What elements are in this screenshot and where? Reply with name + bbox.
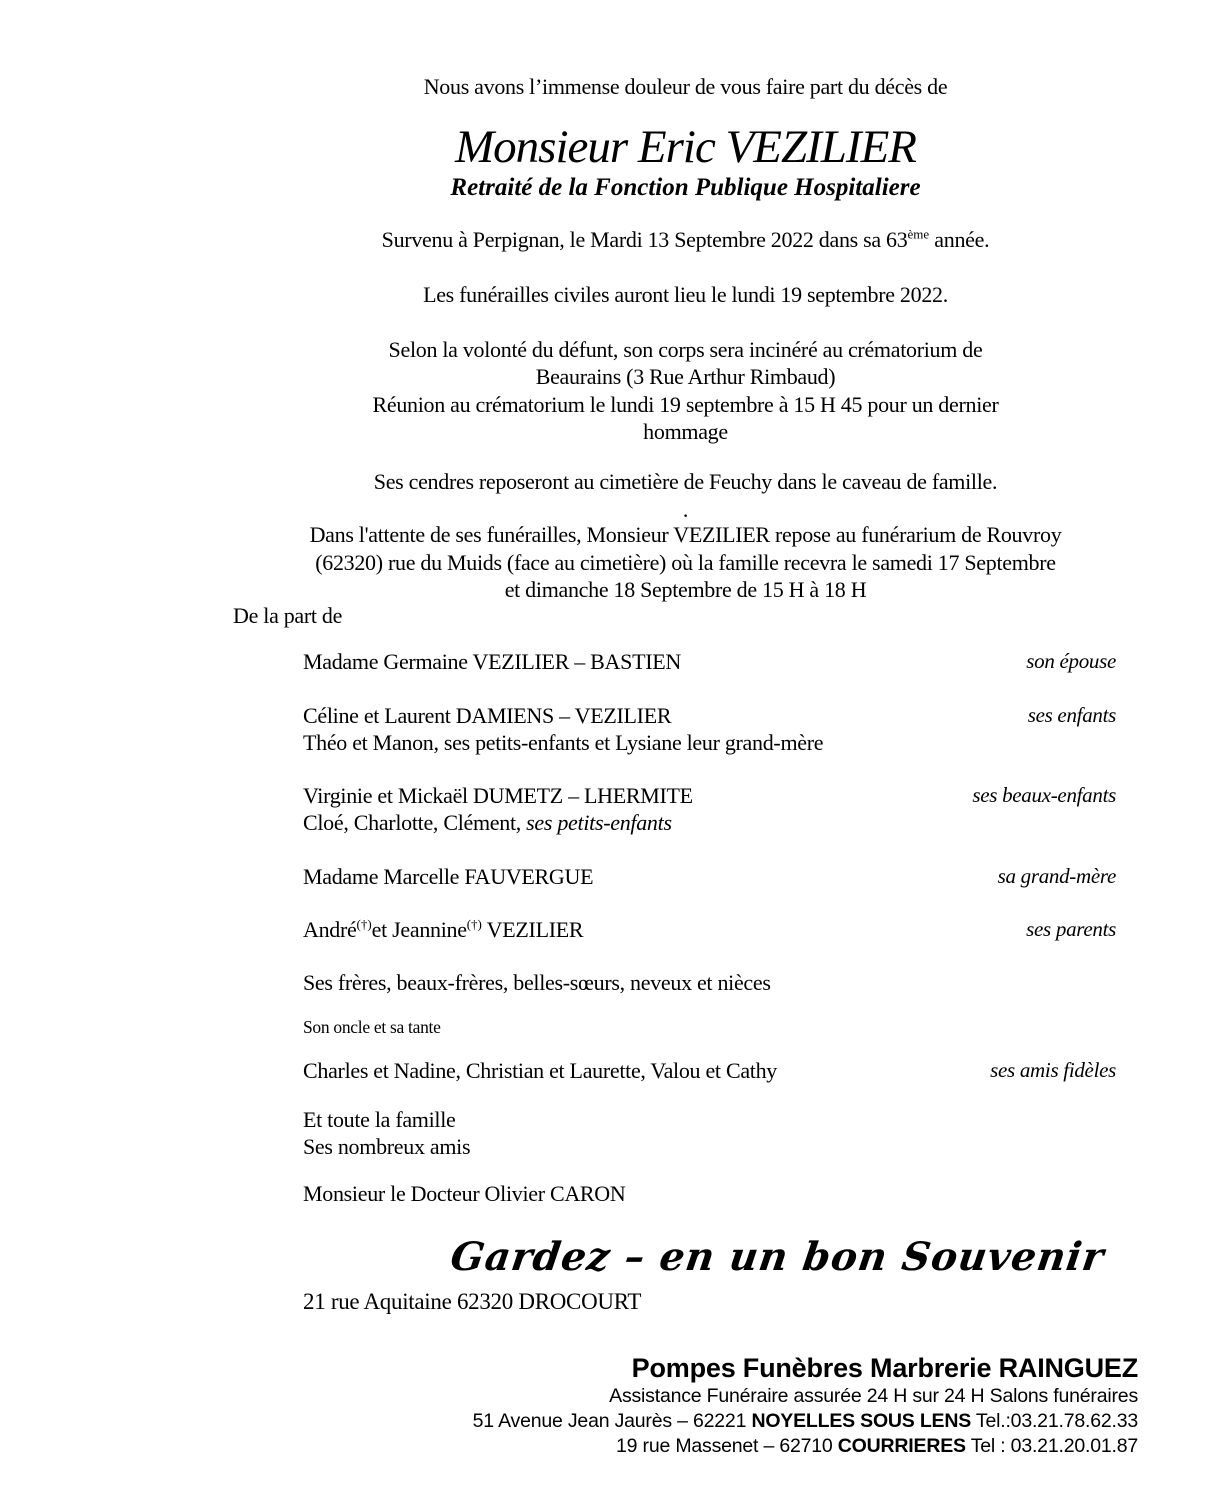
funeral-home-services-line: Assistance Funéraire assurée 24 H sur 24 H Salons funéraires bbox=[609, 1385, 1138, 1407]
family-names: Charles et Nadine, Christian et Laurette, Valou et Cathy bbox=[303, 1058, 777, 1083]
stray-period: . bbox=[682, 497, 689, 522]
funeral-home-address-noyelles bbox=[233, 1409, 1138, 1434]
relation-label: ses parents bbox=[1026, 917, 1116, 941]
family-names: Virginie et Mickaël DUMETZ – LHERMITE bbox=[303, 783, 693, 808]
family-names: Céline et Laurent DAMIENS – VEZILIER bbox=[303, 703, 672, 728]
family-names: Madame Marcelle FAUVERGUE bbox=[303, 864, 594, 889]
relation-label: ses enfants bbox=[1027, 703, 1116, 727]
family-row-uncle-aunt bbox=[233, 1014, 1138, 1041]
family-row-stepchildren bbox=[233, 782, 1138, 836]
de-la-part-de-label: De la part de bbox=[233, 603, 343, 628]
family-row-parents bbox=[233, 916, 1138, 943]
phone-number: Tel : 03.21.20.01.87 bbox=[965, 1435, 1138, 1457]
relation-label: sa grand-mère bbox=[997, 864, 1116, 888]
relation-label: son épouse bbox=[1026, 649, 1116, 673]
parent-name-2: VEZILIER bbox=[481, 917, 584, 942]
cremation-line-4: hommage bbox=[643, 419, 728, 444]
closing-script-text: Gardez – en un bon Souvenir bbox=[447, 1234, 1108, 1280]
deceased-dagger-icon: (†) bbox=[356, 916, 372, 932]
funeral-home-name: Pompes Funèbres Marbrerie RAINGUEZ bbox=[631, 1353, 1138, 1383]
relation-label: ses beaux-enfants bbox=[972, 783, 1116, 807]
family-names: Théo et Manon, ses petits-enfants et Lysiane leur grand-mère bbox=[303, 730, 824, 755]
grandchildren-names: Cloé, Charlotte, Clément, bbox=[303, 810, 527, 835]
death-date-line bbox=[233, 226, 1138, 254]
family-names: Ses nombreux amis bbox=[303, 1134, 471, 1159]
family-names: Son oncle et sa tante bbox=[303, 1017, 441, 1037]
family-row-children bbox=[233, 702, 1138, 756]
repose-line-1: Dans l'attente de ses funérailles, Monsieur VEZILIER repose au funérarium de Rouvroy bbox=[309, 522, 1062, 547]
deceased-subtitle: Retraité de la Fonction Publique Hospitaliere bbox=[450, 174, 921, 201]
family-row-whole-family bbox=[233, 1106, 1138, 1160]
repose-line-3: et dimanche 18 Septembre de 15 H à 18 H bbox=[504, 577, 867, 602]
parent-name-1: André bbox=[303, 917, 357, 942]
grandchildren-label: ses petits-enfants bbox=[526, 810, 672, 835]
family-names: Madame Germaine VEZILIER – BASTIEN bbox=[303, 649, 681, 674]
family-names: Et toute la famille bbox=[303, 1107, 456, 1132]
phone-number: Tel.:03.21.78.62.33 bbox=[971, 1410, 1138, 1432]
family-row-siblings bbox=[233, 969, 1138, 996]
intro-line: Nous avons l’immense douleur de vous faire part du décès de bbox=[423, 74, 948, 99]
death-date-suffix: année. bbox=[929, 227, 990, 252]
deceased-dagger-icon: (†) bbox=[466, 916, 482, 932]
funeral-home-block bbox=[233, 1352, 1138, 1459]
death-date-text: Survenu à Perpignan, le Mardi 13 Septembre 2022 dans sa 63 bbox=[381, 227, 908, 252]
relation-label: ses amis fidèles bbox=[990, 1058, 1116, 1082]
family-names bbox=[303, 809, 1116, 836]
cremation-line-3: Réunion au crématorium le lundi 19 septembre à 15 H 45 pour un dernier bbox=[372, 392, 999, 417]
parent-middle: et Jeannine bbox=[371, 917, 467, 942]
sender-address-line: 21 rue Aquitaine 62320 DROCOURT bbox=[303, 1289, 642, 1314]
family-row-doctor bbox=[233, 1180, 1138, 1207]
repose-line-2: (62320) rue du Muids (face au cimetière) où la famille recevra le samedi 17 Septembre bbox=[315, 550, 1056, 575]
funeral-home-address-courrieres bbox=[233, 1434, 1138, 1459]
family-row-grandmother bbox=[233, 863, 1138, 890]
deceased-name: Monsieur Eric VEZILIER bbox=[455, 121, 916, 173]
family-row-friends bbox=[233, 1057, 1138, 1084]
city-name: COURRIERES bbox=[837, 1435, 966, 1457]
address-prefix: 19 rue Massenet – 62710 bbox=[616, 1435, 838, 1457]
family-names: Ses frères, beaux-frères, belles-sœurs, neveux et nièces bbox=[303, 970, 771, 995]
cremation-line-2: Beaurains (3 Rue Arthur Rimbaud) bbox=[535, 364, 836, 389]
family-names: Monsieur le Docteur Olivier CARON bbox=[303, 1181, 626, 1206]
address-prefix: 51 Avenue Jean Jaurès – 62221 bbox=[472, 1410, 752, 1432]
cremation-line-1: Selon la volonté du défunt, son corps sera incinéré au crématorium de bbox=[388, 337, 983, 362]
ashes-line: Ses cendres reposeront au cimetière de Feuchy dans le caveau de famille. bbox=[373, 469, 998, 494]
city-name: NOYELLES SOUS LENS bbox=[751, 1410, 972, 1432]
death-date-superscript: ème bbox=[907, 226, 930, 242]
family-row-spouse bbox=[233, 648, 1138, 675]
closing-script-line bbox=[233, 1234, 1138, 1280]
funeral-date-line: Les funérailles civiles auront lieu le lundi 19 septembre 2022. bbox=[423, 282, 948, 307]
family-names bbox=[303, 916, 1116, 943]
